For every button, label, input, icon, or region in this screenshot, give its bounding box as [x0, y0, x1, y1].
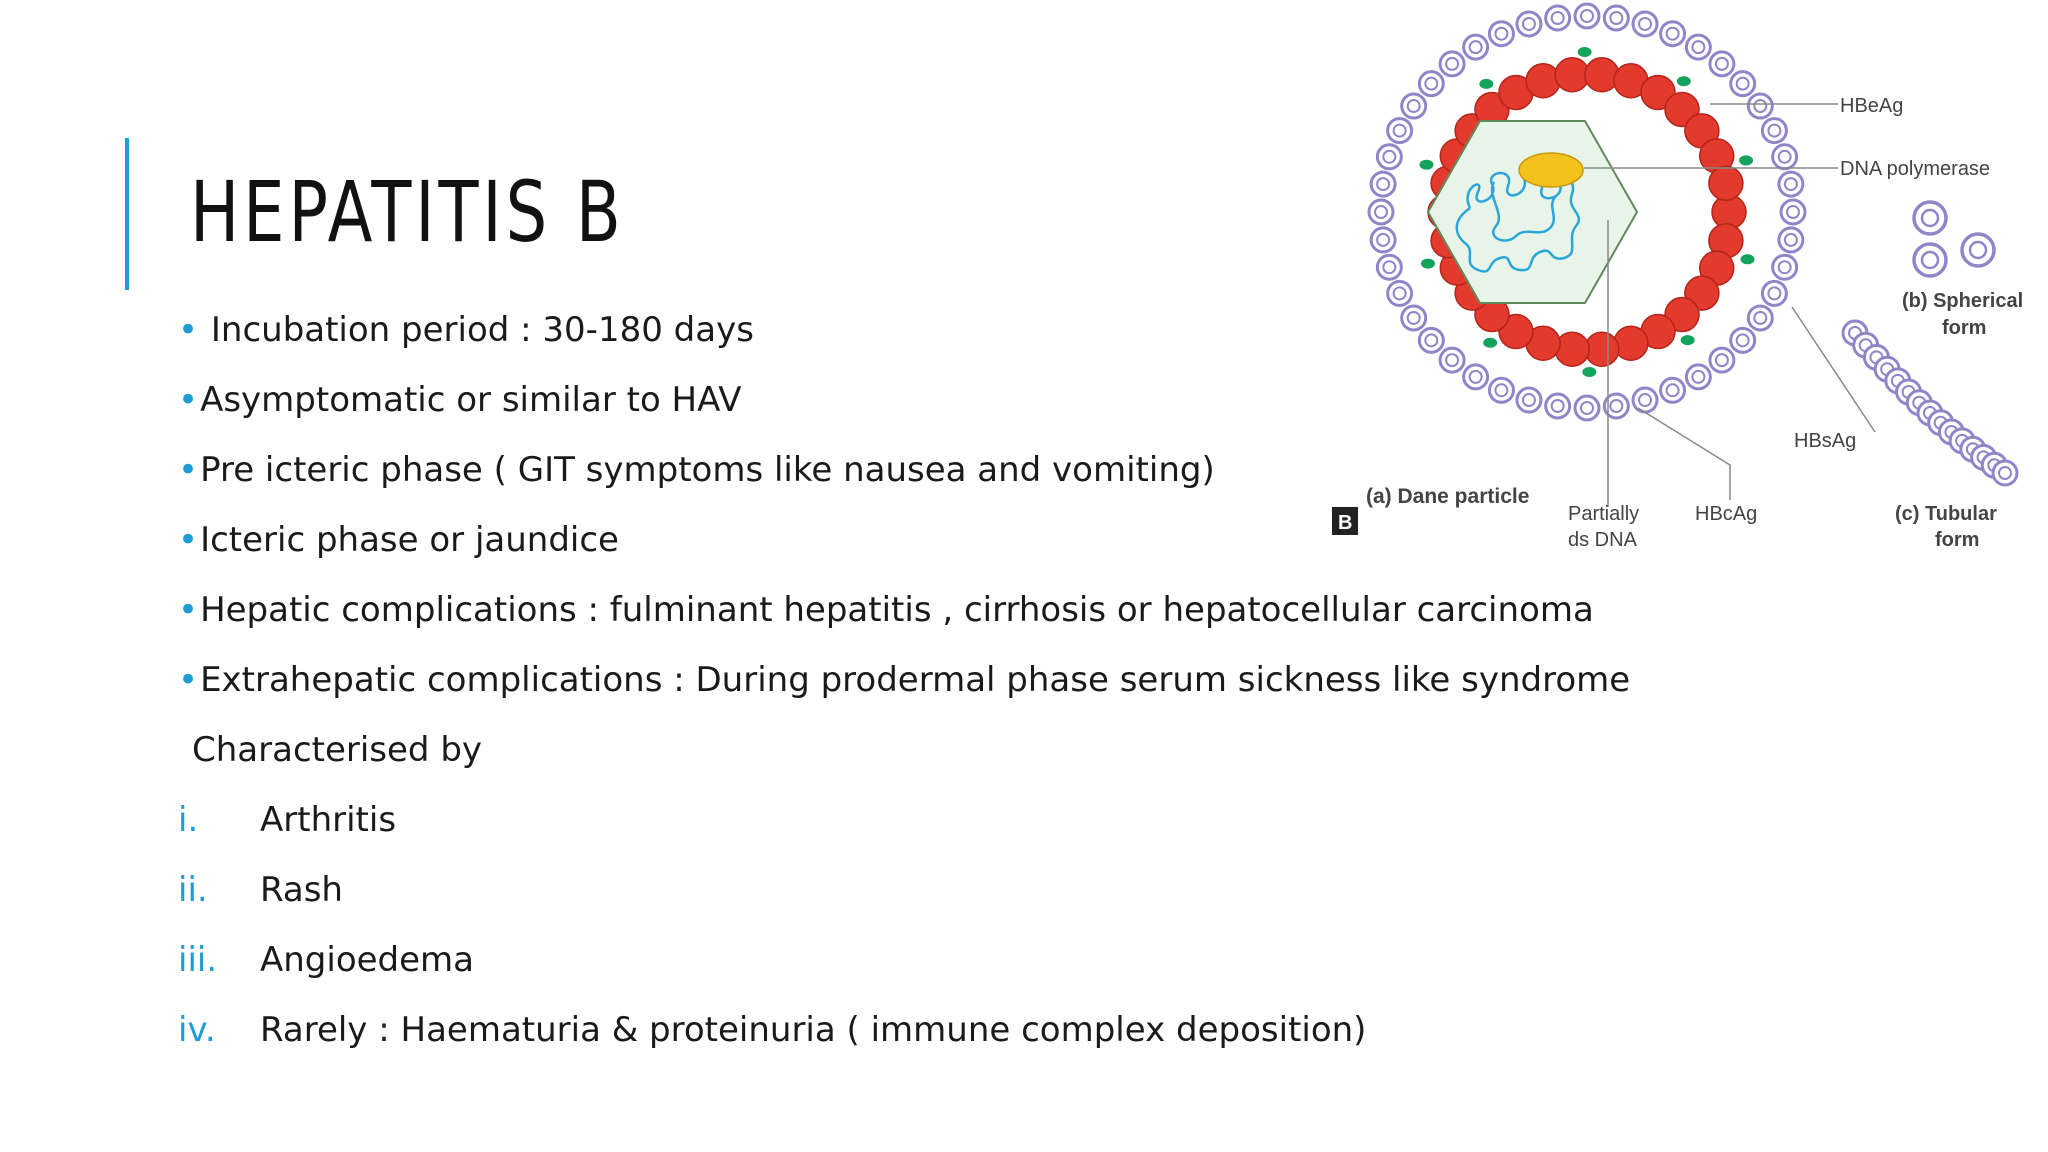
hbeag-dot: [1582, 367, 1596, 377]
hbsag-protein: [1575, 396, 1599, 420]
bullet-text: Icteric phase or jaundice: [200, 520, 619, 560]
dane-particle-label: (a) Dane particle: [1366, 485, 1530, 508]
hbeag-dot: [1740, 254, 1754, 264]
slide-title: HEPATITIS B: [190, 163, 625, 261]
hbsag-protein: [1546, 394, 1570, 418]
hbsag-protein: [1402, 94, 1426, 118]
hbsag-protein: [1464, 35, 1488, 59]
capsid-protein: [1614, 326, 1648, 360]
bullet-marker: •: [178, 660, 199, 700]
spherical-particle: [1962, 234, 1994, 266]
hbsag-protein: [1710, 348, 1734, 372]
hbsag-protein: [1633, 388, 1657, 412]
hbsag-protein: [1371, 228, 1395, 252]
hbsag-protein: [1371, 172, 1395, 196]
hbsag-protein: [1377, 255, 1401, 279]
capsid-protein: [1709, 166, 1743, 200]
tubular-form-particles: [1843, 321, 2017, 485]
spherical-particle: [1914, 244, 1946, 276]
spherical-particle: [1914, 202, 1946, 234]
hbeag-dot: [1677, 76, 1691, 86]
hbeag-dot: [1483, 338, 1497, 348]
hbeag-dot: [1739, 155, 1753, 165]
hbsag-protein: [1710, 52, 1734, 76]
spherical-form-particles: [1914, 202, 1994, 276]
capsid-protein: [1555, 58, 1589, 92]
numbered-item: [178, 1005, 1578, 1075]
bullet-marker: •: [178, 380, 199, 420]
hbsag-protein: [1489, 22, 1513, 46]
hbeag-dot: [1479, 79, 1493, 89]
hbsag-label: HBsAg: [1794, 430, 1857, 452]
hbsag-protein: [1779, 228, 1803, 252]
figure-badge-letter: B: [1338, 512, 1353, 534]
capsid-protein: [1555, 332, 1589, 366]
list-number: iv.: [178, 1010, 216, 1050]
hbsag-protein: [1369, 200, 1393, 224]
sub-heading: Characterised by: [192, 730, 483, 770]
hbsag-protein: [1633, 12, 1657, 36]
hbeag-dot: [1681, 335, 1695, 345]
hbsag-protein: [1575, 4, 1599, 28]
capsid-protein: [1585, 58, 1619, 92]
hbsag-protein: [1517, 388, 1541, 412]
bullet-marker: •: [178, 590, 199, 630]
hbsag-protein: [1440, 52, 1464, 76]
tubular-form-label-1: (c) Tubular: [1895, 503, 1997, 525]
hbsag-protein: [1419, 72, 1443, 96]
hbsag-protein: [1604, 6, 1628, 30]
hbsag-protein: [1419, 328, 1443, 352]
bullet-text: Hepatic complications : fulminant hepatitis , cirrhosis or hepatocellular carcinoma: [200, 590, 1594, 630]
capsid-protein: [1526, 64, 1560, 98]
hbsag-protein: [1388, 119, 1412, 143]
spherical-form-label-1: (b) Spherical: [1902, 290, 2024, 312]
hbsag-protein: [1661, 22, 1685, 46]
title-accent-bar: [125, 138, 129, 290]
hbsag-protein: [1731, 328, 1755, 352]
numbered-item: [178, 795, 1578, 865]
list-text: Arthritis: [260, 800, 397, 840]
hbsag-protein: [1489, 378, 1513, 402]
list-text: Rarely : Haematuria & proteinuria ( immune complex deposition): [260, 1010, 1367, 1050]
hbsag-protein: [1388, 281, 1412, 305]
hbeag-dot: [1420, 160, 1434, 170]
hbsag-protein: [1517, 12, 1541, 36]
dna-polymerase-label: DNA polymerase: [1840, 158, 1991, 180]
bullet-item: [178, 585, 1594, 655]
hbeag-dot: [1578, 47, 1592, 57]
hbsag-protein: [1773, 145, 1797, 169]
hbsag-protein: [1464, 365, 1488, 389]
hbsag-protein: [1781, 200, 1805, 224]
bullet-text: Extrahepatic complications : During prodermal phase serum sickness like syndrome: [200, 660, 1631, 700]
hbv-structure-diagram: [1310, 0, 2048, 560]
list-number: ii.: [178, 870, 208, 910]
hbsag-protein: [1402, 306, 1426, 330]
bullet-text: Pre icteric phase ( GIT symptoms like nausea and vomiting): [200, 450, 1215, 490]
hbsag-protein: [1377, 145, 1401, 169]
hbeag-dot: [1421, 259, 1435, 269]
hbsag-protein: [1773, 255, 1797, 279]
list-text: Angioedema: [260, 940, 475, 980]
hbsag-protein: [1779, 172, 1803, 196]
dna-polymerase-ellipse: [1519, 153, 1583, 187]
list-number: iii.: [178, 940, 218, 980]
hbeag-label: HBeAg: [1840, 95, 1904, 117]
numbered-item: [178, 935, 1578, 1005]
bullet-text: Incubation period : 30-180 days: [200, 310, 754, 350]
hbsag-protein: [1762, 281, 1786, 305]
hbsag-protein: [1748, 94, 1772, 118]
hbsag-protein: [1546, 6, 1570, 30]
tubular-form-label-2: form: [1935, 529, 1980, 551]
hbsag-protein: [1661, 378, 1685, 402]
capsid-protein: [1585, 332, 1619, 366]
hbsag-protein: [1762, 119, 1786, 143]
hbsag-protein: [1440, 348, 1464, 372]
tubular-particle: [1993, 461, 2017, 485]
bullet-item: [178, 655, 1631, 725]
hbsag-protein: [1731, 72, 1755, 96]
hbsag-protein: [1748, 306, 1772, 330]
bullet-marker: •: [178, 310, 199, 350]
partially-dna-label-2: ds DNA: [1568, 529, 1637, 551]
list-number: i.: [178, 800, 199, 840]
hbsag-protein: [1686, 365, 1710, 389]
numbered-item: [178, 865, 1578, 935]
bullet-marker: •: [178, 520, 199, 560]
list-text: Rash: [260, 870, 343, 910]
spherical-form-label-2: form: [1942, 317, 1987, 339]
hbcag-label: HBcAg: [1695, 503, 1758, 525]
bullet-text: Asymptomatic or similar to HAV: [200, 380, 742, 420]
bullet-marker: •: [178, 450, 199, 490]
partially-dna-label-1: Partially: [1568, 503, 1640, 525]
hbsag-protein: [1686, 35, 1710, 59]
